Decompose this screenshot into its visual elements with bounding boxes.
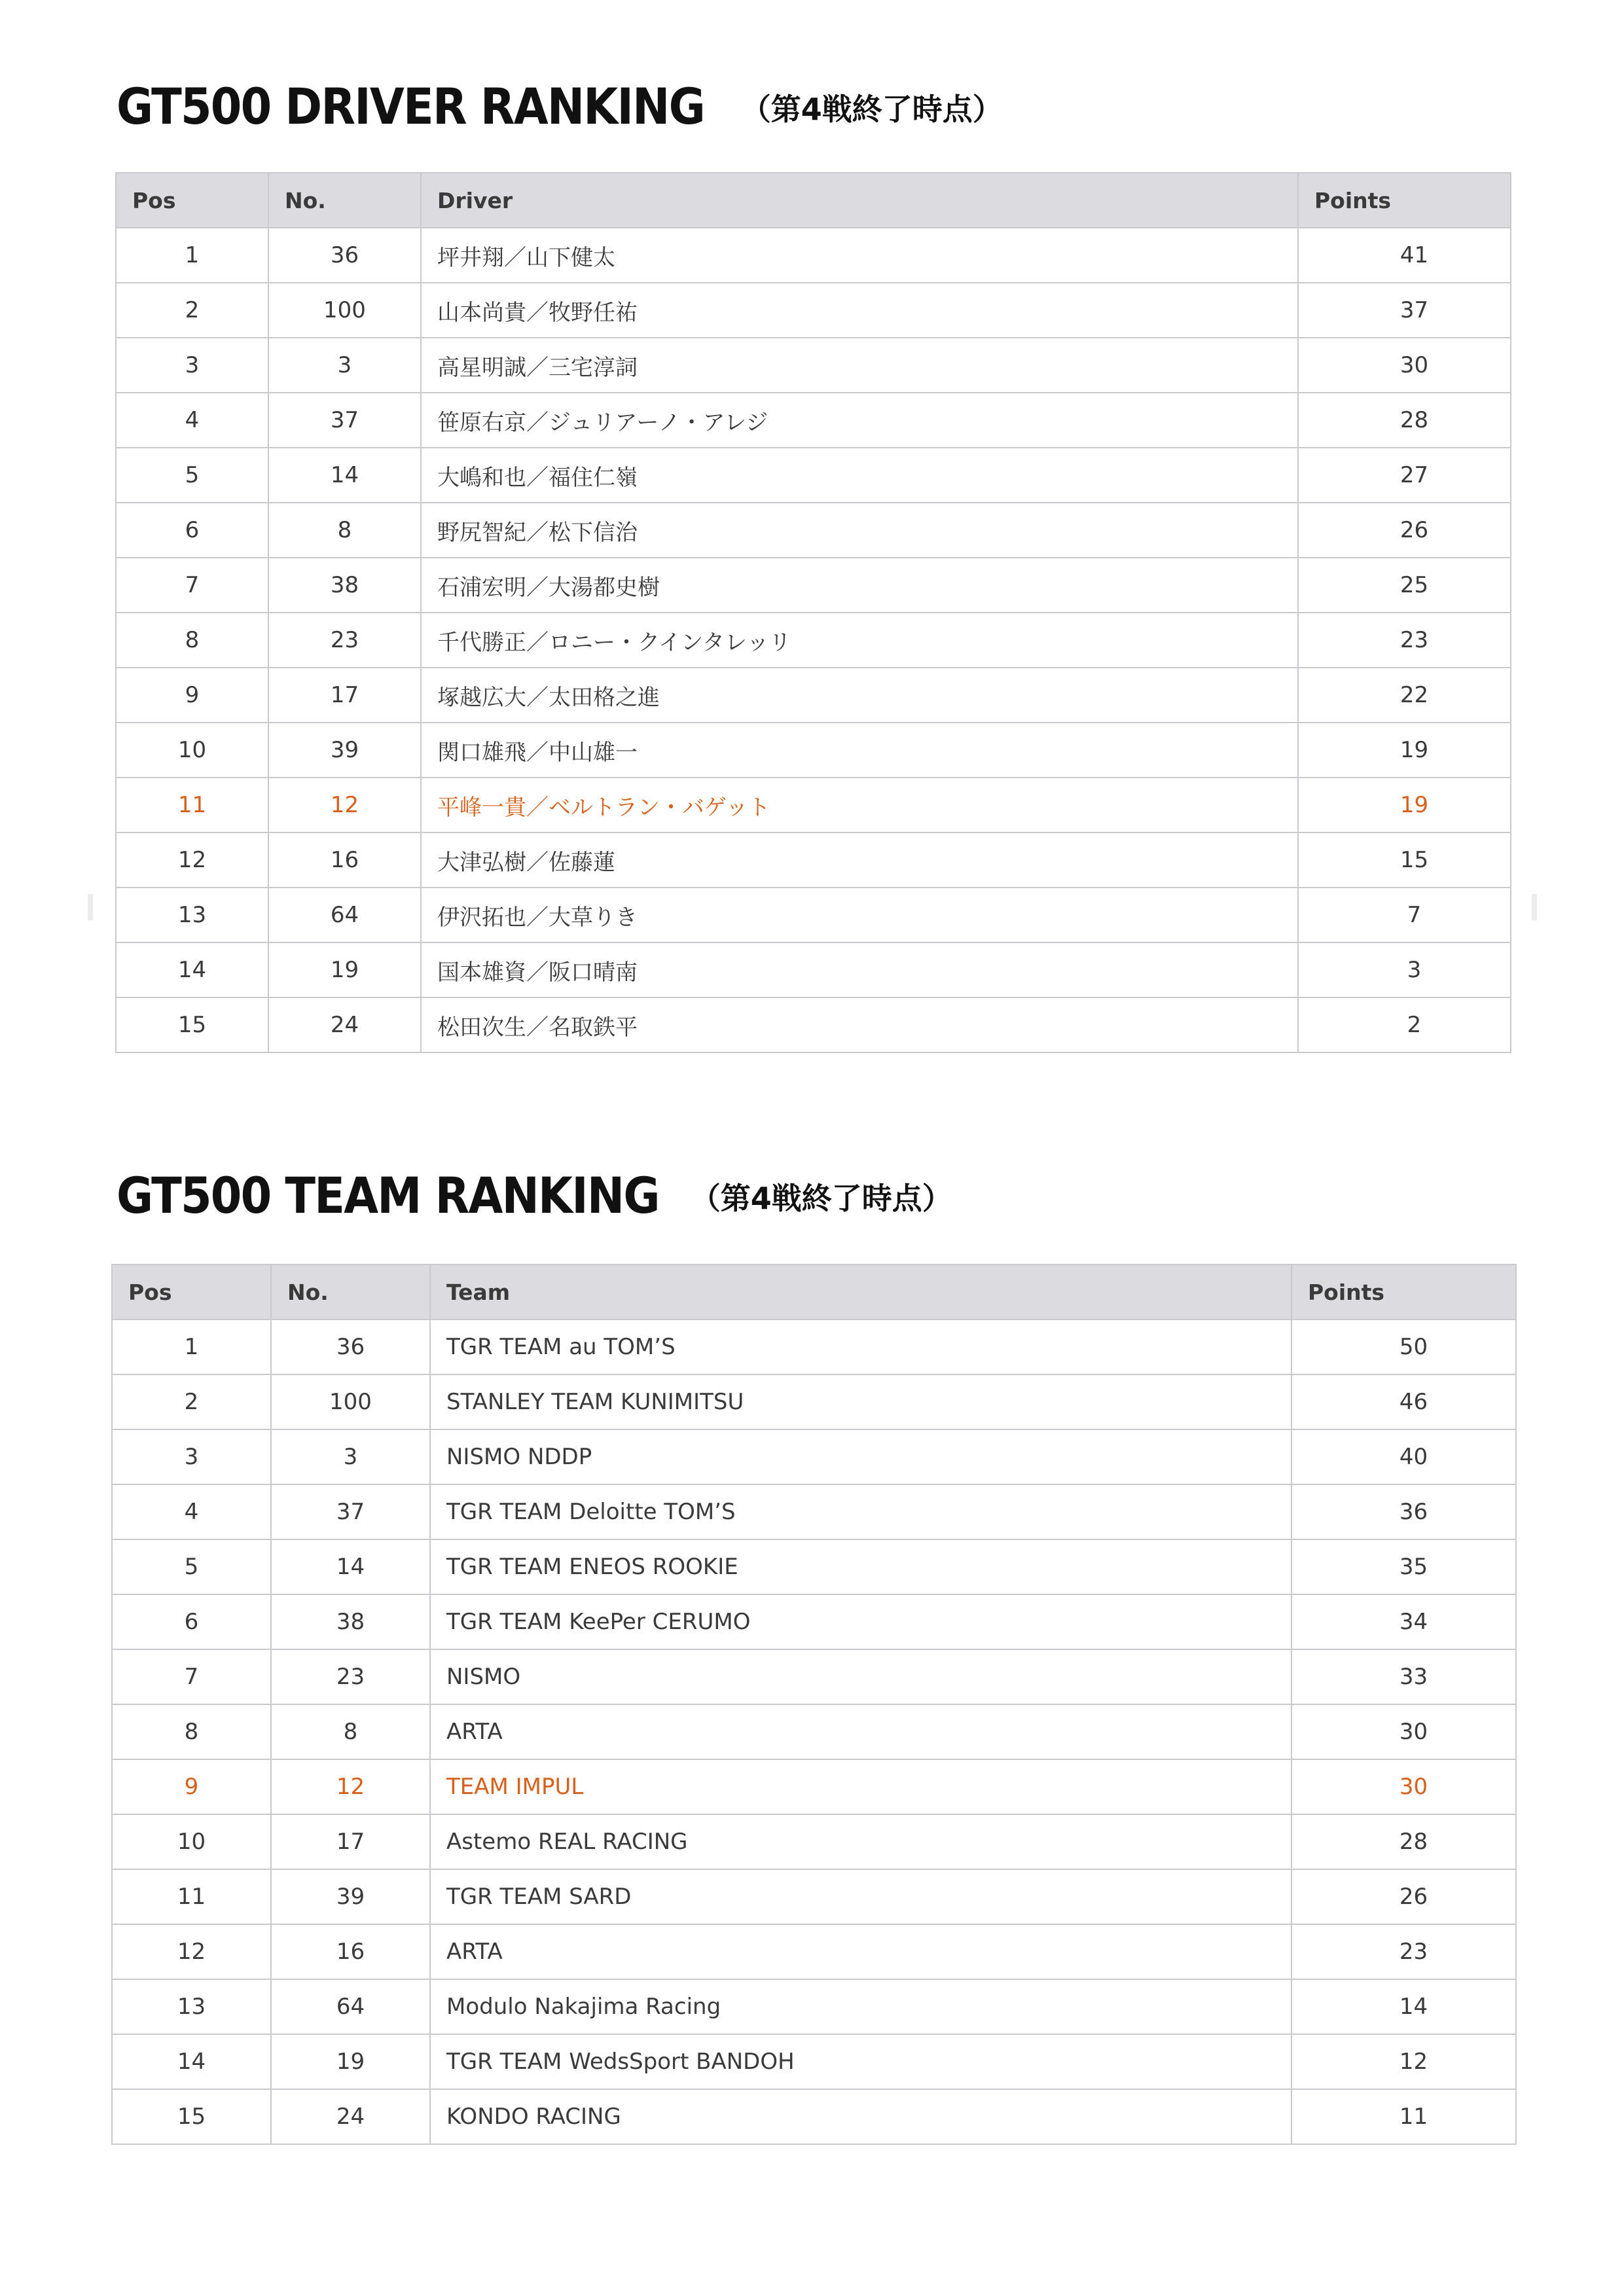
cell-team: Modulo Nakajima Racing (430, 1979, 1291, 2034)
cell-points: 26 (1291, 1869, 1516, 1924)
cell-number: 39 (271, 1869, 430, 1924)
cell-pos: 10 (116, 723, 268, 778)
cell-number: 8 (268, 503, 421, 558)
table-header-row (112, 1265, 1516, 1319)
cell-team: KONDO RACING (430, 2089, 1291, 2144)
column-header-team: Team (430, 1265, 1291, 1319)
cell-pos: 6 (116, 503, 268, 558)
cell-number: 17 (271, 1814, 430, 1869)
cell-points: 41 (1298, 228, 1511, 283)
cell-number: 39 (268, 723, 421, 778)
cell-pos: 8 (116, 613, 268, 668)
cell-points: 3 (1298, 942, 1511, 997)
cell-pos: 1 (116, 228, 268, 283)
cell-points: 28 (1298, 393, 1511, 448)
table-row (112, 1924, 1516, 1979)
table-row (116, 558, 1511, 613)
cell-pos: 14 (112, 2034, 271, 2089)
cell-pos: 7 (112, 1649, 271, 1704)
cell-number: 37 (271, 1484, 430, 1539)
cell-pos: 2 (112, 1374, 271, 1429)
cell-points: 12 (1291, 2034, 1516, 2089)
cell-driver: 大津弘樹／佐藤蓮 (421, 833, 1298, 888)
cell-pos: 4 (112, 1484, 271, 1539)
table-row (116, 888, 1511, 942)
table-row (112, 1814, 1516, 1869)
cell-pos: 3 (112, 1429, 271, 1484)
cell-pos: 11 (116, 778, 268, 833)
cell-team: ARTA (430, 1924, 1291, 1979)
cell-driver: 千代勝正／ロニー・クインタレッリ (421, 613, 1298, 668)
team-ranking-title (117, 1166, 952, 1225)
cell-driver: 石浦宏明／大湯都史樹 (421, 558, 1298, 613)
column-header-pos: Pos (112, 1265, 271, 1319)
table-row (116, 338, 1511, 393)
table-row (112, 1979, 1516, 2034)
cell-points: 35 (1291, 1539, 1516, 1594)
cell-points: 46 (1291, 1374, 1516, 1429)
cell-points: 26 (1298, 503, 1511, 558)
cell-number: 24 (271, 2089, 430, 2144)
cell-driver: 平峰一貴／ベルトラン・バゲット (421, 778, 1298, 833)
cell-points: 19 (1298, 723, 1511, 778)
table-row (112, 1649, 1516, 1704)
cell-number: 64 (268, 888, 421, 942)
cell-team: TGR TEAM au TOM’S (430, 1319, 1291, 1374)
cell-pos: 4 (116, 393, 268, 448)
cell-number: 23 (271, 1649, 430, 1704)
cell-points: 27 (1298, 448, 1511, 503)
cell-points: 22 (1298, 668, 1511, 723)
cell-number: 16 (268, 833, 421, 888)
cell-points: 37 (1298, 283, 1511, 338)
table-row (116, 393, 1511, 448)
table-header-row (116, 173, 1511, 228)
cell-pos: 15 (112, 2089, 271, 2144)
cell-number: 23 (268, 613, 421, 668)
cell-pos: 7 (116, 558, 268, 613)
table-row (112, 1319, 1516, 1374)
cell-pos: 5 (112, 1539, 271, 1594)
cell-team: NISMO NDDP (430, 1429, 1291, 1484)
cell-points: 30 (1291, 1704, 1516, 1759)
cell-pos: 12 (112, 1924, 271, 1979)
cell-team: TGR TEAM KeePer CERUMO (430, 1594, 1291, 1649)
column-header-pos: Pos (116, 173, 268, 228)
cell-number: 24 (268, 997, 421, 1052)
cell-pos: 1 (112, 1319, 271, 1374)
cell-driver: 坪井翔／山下健太 (421, 228, 1298, 283)
team-ranking-subtitle: （第4戦終了時点） (690, 1181, 952, 1216)
edge-mark-left (88, 894, 93, 920)
cell-points: 2 (1298, 997, 1511, 1052)
cell-team: TGR TEAM SARD (430, 1869, 1291, 1924)
cell-number: 100 (271, 1374, 430, 1429)
table-row (116, 942, 1511, 997)
cell-number: 3 (271, 1429, 430, 1484)
cell-number: 38 (268, 558, 421, 613)
cell-driver: 山本尚貴／牧野任祐 (421, 283, 1298, 338)
cell-number: 100 (268, 283, 421, 338)
cell-pos: 5 (116, 448, 268, 503)
table-row (116, 228, 1511, 283)
driver-ranking-title (117, 77, 1003, 135)
table-row (116, 723, 1511, 778)
cell-number: 19 (268, 942, 421, 997)
table-row (116, 448, 1511, 503)
cell-number: 36 (268, 228, 421, 283)
cell-team: TGR TEAM WedsSport BANDOH (430, 2034, 1291, 2089)
table-row (112, 2089, 1516, 2144)
cell-points: 25 (1298, 558, 1511, 613)
cell-number: 8 (271, 1704, 430, 1759)
cell-driver: 関口雄飛／中山雄一 (421, 723, 1298, 778)
cell-points: 7 (1298, 888, 1511, 942)
cell-pos: 8 (112, 1704, 271, 1759)
table-row (116, 283, 1511, 338)
cell-pos: 12 (116, 833, 268, 888)
table-row (112, 1484, 1516, 1539)
cell-pos: 10 (112, 1814, 271, 1869)
table-row (112, 1869, 1516, 1924)
cell-driver: 野尻智紀／松下信治 (421, 503, 1298, 558)
cell-number: 37 (268, 393, 421, 448)
cell-driver: 大嶋和也／福住仁嶺 (421, 448, 1298, 503)
edge-mark-right (1532, 894, 1537, 920)
cell-driver: 伊沢拓也／大草りき (421, 888, 1298, 942)
cell-number: 64 (271, 1979, 430, 2034)
cell-number: 19 (271, 2034, 430, 2089)
column-header-points: Points (1291, 1265, 1516, 1319)
table-row (116, 503, 1511, 558)
cell-points: 11 (1291, 2089, 1516, 2144)
cell-points: 19 (1298, 778, 1511, 833)
cell-team: TGR TEAM ENEOS ROOKIE (430, 1539, 1291, 1594)
column-header-driver: Driver (421, 173, 1298, 228)
cell-points: 34 (1291, 1594, 1516, 1649)
table-row (112, 1594, 1516, 1649)
cell-driver: 松田次生／名取鉄平 (421, 997, 1298, 1052)
table-row (112, 1704, 1516, 1759)
cell-pos: 9 (112, 1759, 271, 1814)
cell-points: 15 (1298, 833, 1511, 888)
cell-pos: 9 (116, 668, 268, 723)
cell-points: 23 (1291, 1924, 1516, 1979)
cell-number: 3 (268, 338, 421, 393)
cell-driver: 塚越広大／太田格之進 (421, 668, 1298, 723)
team-ranking-table (111, 1264, 1517, 2145)
cell-points: 40 (1291, 1429, 1516, 1484)
table-row (116, 778, 1511, 833)
cell-pos: 6 (112, 1594, 271, 1649)
cell-pos: 11 (112, 1869, 271, 1924)
cell-pos: 2 (116, 283, 268, 338)
table-row (116, 613, 1511, 668)
cell-number: 12 (268, 778, 421, 833)
cell-driver: 高星明誠／三宅淳詞 (421, 338, 1298, 393)
cell-points: 28 (1291, 1814, 1516, 1869)
cell-points: 30 (1298, 338, 1511, 393)
cell-team: STANLEY TEAM KUNIMITSU (430, 1374, 1291, 1429)
cell-team: NISMO (430, 1649, 1291, 1704)
column-header-points: Points (1298, 173, 1511, 228)
cell-points: 23 (1298, 613, 1511, 668)
cell-number: 38 (271, 1594, 430, 1649)
table-row (116, 997, 1511, 1052)
cell-pos: 14 (116, 942, 268, 997)
cell-number: 14 (268, 448, 421, 503)
table-row (116, 668, 1511, 723)
cell-number: 16 (271, 1924, 430, 1979)
table-row (112, 2034, 1516, 2089)
driver-ranking-table (115, 172, 1511, 1053)
team-ranking-title-text: GT500 TEAM RANKING (117, 1166, 659, 1225)
cell-pos: 13 (116, 888, 268, 942)
cell-team: ARTA (430, 1704, 1291, 1759)
cell-number: 12 (271, 1759, 430, 1814)
driver-ranking-title-text: GT500 DRIVER RANKING (117, 77, 704, 135)
column-header-no: No. (271, 1265, 430, 1319)
cell-team: TEAM IMPUL (430, 1759, 1291, 1814)
cell-number: 36 (271, 1319, 430, 1374)
cell-pos: 15 (116, 997, 268, 1052)
cell-points: 50 (1291, 1319, 1516, 1374)
table-row (112, 1759, 1516, 1814)
cell-points: 14 (1291, 1979, 1516, 2034)
cell-number: 14 (271, 1539, 430, 1594)
cell-pos: 3 (116, 338, 268, 393)
cell-driver: 国本雄資／阪口晴南 (421, 942, 1298, 997)
column-header-no: No. (268, 173, 421, 228)
cell-pos: 13 (112, 1979, 271, 2034)
table-row (112, 1539, 1516, 1594)
cell-team: Astemo REAL RACING (430, 1814, 1291, 1869)
cell-points: 30 (1291, 1759, 1516, 1814)
table-row (112, 1429, 1516, 1484)
cell-number: 17 (268, 668, 421, 723)
driver-ranking-subtitle: （第4戦終了時点） (740, 92, 1003, 127)
cell-points: 33 (1291, 1649, 1516, 1704)
cell-points: 36 (1291, 1484, 1516, 1539)
cell-driver: 笹原右京／ジュリアーノ・アレジ (421, 393, 1298, 448)
table-row (112, 1374, 1516, 1429)
table-row (116, 833, 1511, 888)
cell-team: TGR TEAM Deloitte TOM’S (430, 1484, 1291, 1539)
